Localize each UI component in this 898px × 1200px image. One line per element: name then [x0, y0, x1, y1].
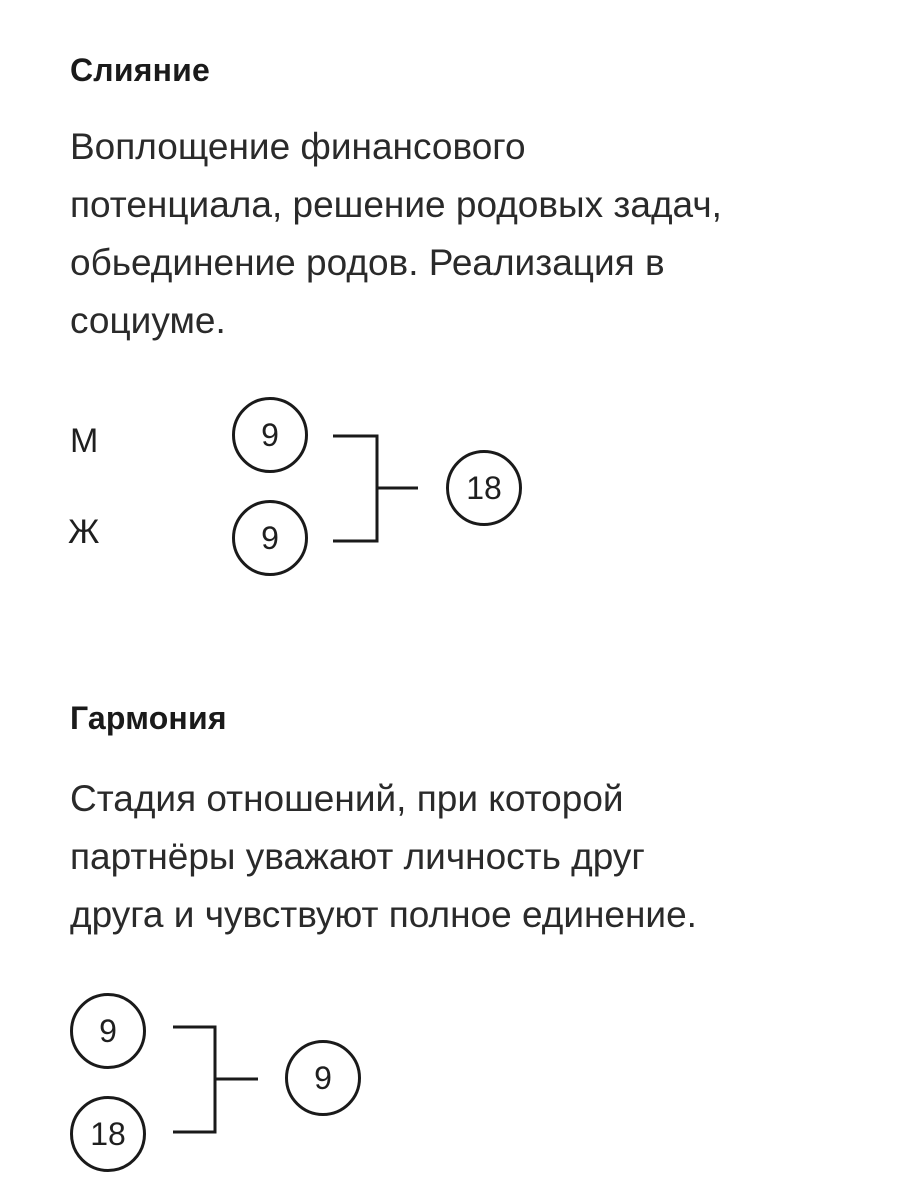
description-line: Стадия отношений, при которой: [70, 778, 624, 819]
description-line: друга и чувствуют полное единение.: [70, 894, 697, 935]
number-circle-top: 9: [232, 397, 308, 473]
description-line: Воплощение финансового: [70, 126, 526, 167]
description-line: потенциала, решение родовых задач,: [70, 184, 722, 225]
label-m: М: [70, 422, 99, 460]
description-line: партнёры уважают личность друг: [70, 836, 645, 877]
section-title: Слияние: [70, 52, 210, 88]
number-circle-bottom: 9: [232, 500, 308, 576]
section-title: Гармония: [70, 700, 227, 736]
description-line: социуме.: [70, 300, 226, 341]
number-circle-result: 9: [285, 1040, 361, 1116]
label-zh: Ж: [68, 513, 100, 551]
number-circle-top: 9: [70, 993, 146, 1069]
number-circle-result: 18: [446, 450, 522, 526]
number-circle-bottom: 18: [70, 1096, 146, 1172]
description-line: обьединение родов. Реализация в: [70, 242, 665, 283]
